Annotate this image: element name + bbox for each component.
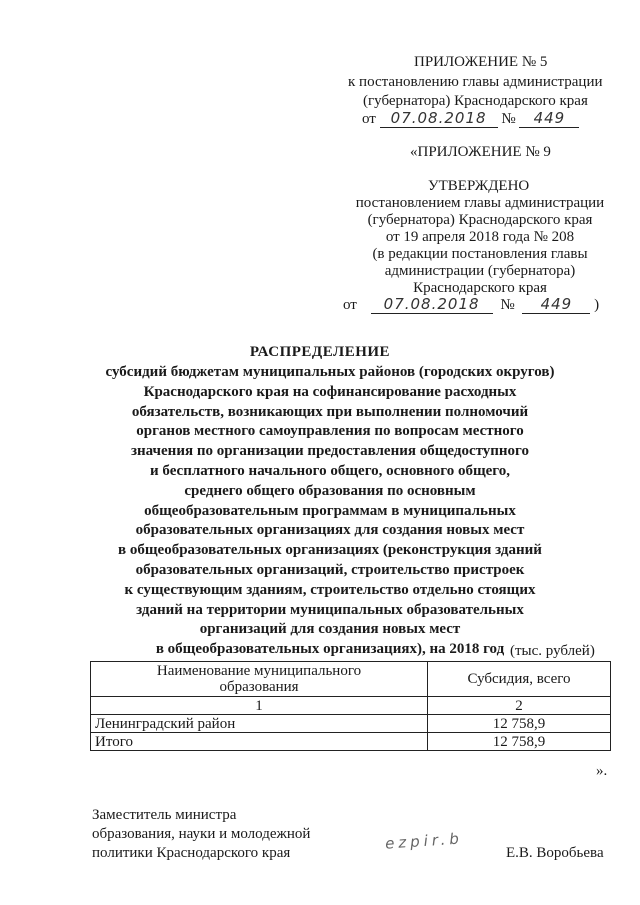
title-line: образовательных организаций, строительство пристроек [135, 561, 525, 578]
title-line: зданий на территории муниципальных образовательных [136, 601, 524, 618]
col-number-1: 1 [91, 697, 428, 715]
decree-line: к постановлению главы администрации [348, 74, 603, 90]
row-name: Ленинградский район [91, 715, 428, 733]
title-line: в общеобразовательных организациях), на 2018 год [155, 641, 505, 658]
signer-title-line-1: Заместитель министра [92, 807, 237, 823]
row-value: 12 758,9 [428, 733, 611, 751]
col-header-name: Наименование муниципального образования [91, 662, 428, 697]
title-line: органов местного самоуправления по вопросам местного [136, 423, 524, 440]
handwritten-number: 449 [519, 109, 579, 128]
quoted-date-number-line [343, 295, 599, 314]
title-line: значения по организации предоставления общедоступного [130, 443, 529, 460]
approval-line-2: (губернатора) Краснодарского края [367, 212, 593, 228]
units-label: (тыс. рублей) [510, 643, 595, 659]
handwritten-signature: ezpir.b [384, 829, 464, 853]
title-line: образовательных организациях для создания новых мест [135, 522, 525, 539]
approval-line-5: администрации (губернатора) [384, 263, 576, 279]
handwritten-date: 07.08.2018 [371, 295, 493, 314]
approved-label: УТВЕРЖДЕНО [428, 178, 530, 194]
handwritten-date: 07.08.2018 [380, 109, 498, 128]
date-number-line [362, 109, 579, 128]
from-label: от [362, 111, 376, 127]
table-number-row [91, 697, 611, 715]
table-header-row [91, 662, 611, 697]
closing-quote: ». [596, 763, 608, 779]
subsidy-table [90, 661, 611, 751]
approval-line-6: Краснодарского края [413, 280, 547, 296]
governor-line: (губернатора) Краснодарского края [363, 93, 588, 109]
title-line: Краснодарского края на софинансирование расходных [143, 383, 517, 400]
appendix-title: ПРИЛОЖЕНИЕ № 5 [414, 54, 548, 70]
title-line: субсидий бюджетам муниципальных районов (городских округов) [105, 364, 555, 380]
number-label: № [501, 111, 516, 127]
col-header-subsidy: Субсидия, всего [428, 662, 611, 697]
signer-name: Е.В. Воробьева [506, 845, 604, 861]
handwritten-number: 449 [522, 295, 590, 314]
title-line: организаций для создания новых мест [199, 621, 461, 638]
title-line: среднего общего образования по основным [184, 482, 476, 499]
title-line: в общеобразовательных организациях (реконструкция зданий [118, 542, 542, 559]
col-number-2: 2 [428, 697, 611, 715]
title-line: к существующим зданиям, строительство отдельно стоящих [124, 581, 536, 598]
signer-title-line-2: образования, науки и молодежной [92, 826, 311, 842]
title-line: обязательств, возникающих при выполнении полномочий [131, 403, 529, 420]
signer-title-line-3: политики Краснодарского края [92, 845, 291, 861]
approval-line-4: (в редакции постановления главы [372, 246, 588, 262]
row-name: Итого [91, 733, 428, 751]
table-row [91, 733, 611, 751]
title-line: общеобразовательным программам в муниципальных [144, 502, 516, 519]
row-value: 12 758,9 [428, 715, 611, 733]
from-label: от [343, 297, 357, 313]
quoted-appendix-title: «ПРИЛОЖЕНИЕ № 9 [410, 144, 551, 160]
title-body [60, 363, 600, 660]
table-row [91, 715, 611, 733]
approval-line-3: от 19 апреля 2018 года № 208 [385, 229, 575, 245]
close-paren: ) [594, 297, 600, 313]
approval-line-1: постановлением главы администрации [355, 195, 605, 211]
title-line: и бесплатного начального общего, основного общего, [150, 462, 510, 479]
number-label: № [500, 297, 515, 313]
document-heading: РАСПРЕДЕЛЕНИЕ [249, 344, 391, 360]
